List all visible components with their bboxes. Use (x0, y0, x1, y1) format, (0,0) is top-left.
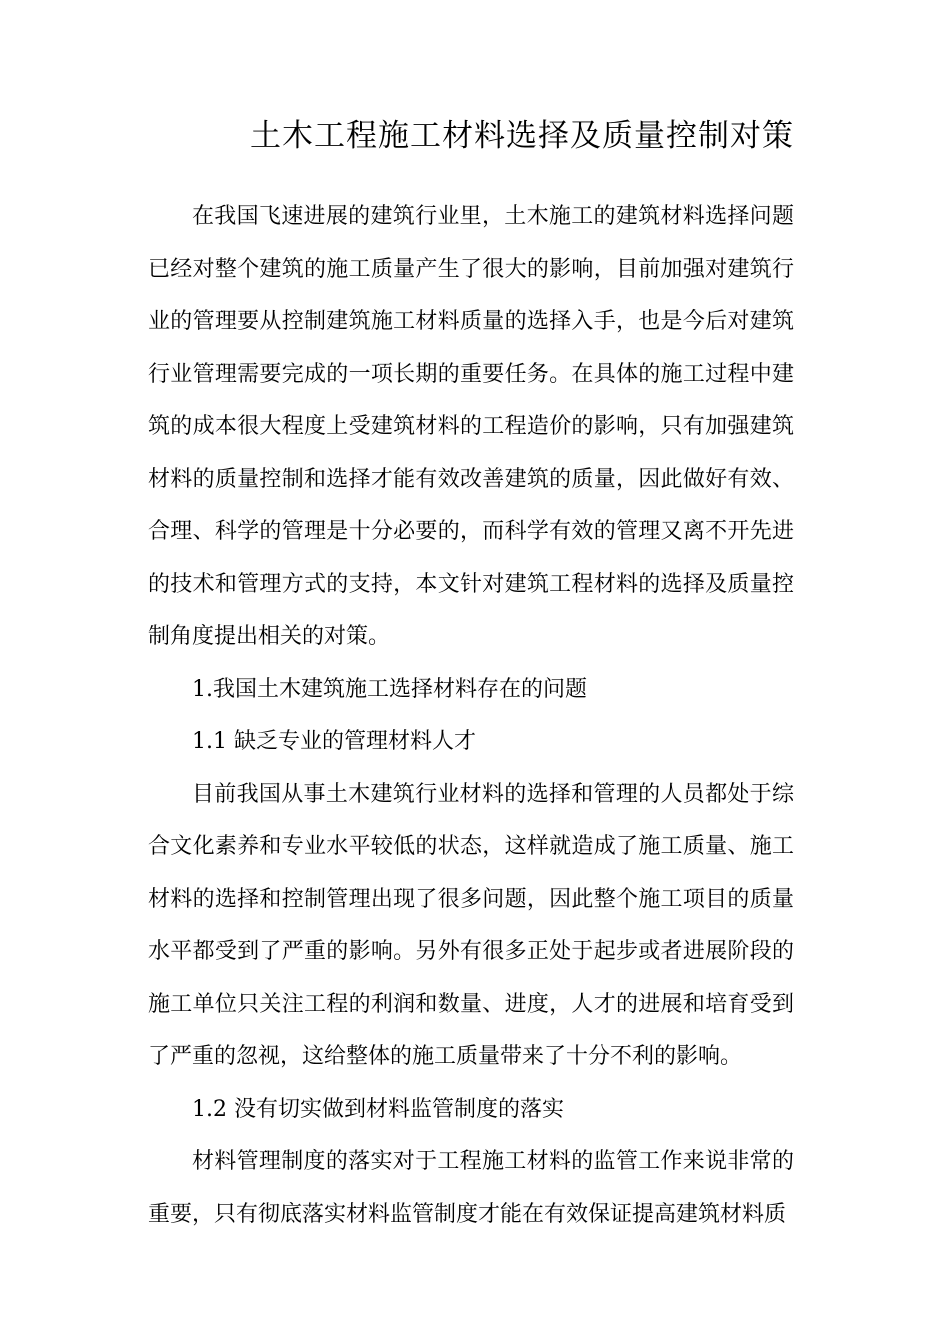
document-body (148, 191, 794, 1241)
section-heading-1: 1.我国土木建筑施工选择材料存在的问题 (192, 676, 587, 702)
document-title: 土木工程施工材料选择及质量控制对策 (250, 118, 794, 154)
body-paragraph-1-2: 材料管理制度的落实对于工程施工材料的监管工作来说非常的重要，只有彻底落实材料监管制度才能在有效保证提高建筑材料质 (148, 1149, 794, 1227)
body-paragraph-1-1: 目前我国从事土木建筑行业材料的选择和管理的人员都处于综合文化素养和专业水平较低的状态，这样就造成了施工质量、施工材料的选择和控制管理出现了很多问题，因此整个施工项目的质量水平都受到了严重的影响。另外有很多正处于起步或者进展阶段的施工单位只关注工程的利润和数量、进度，人才的进展和培育受到了严重的忽视，这给整体的施工质量带来了十分不利的影响。 (148, 781, 794, 1069)
intro-paragraph: 在我国飞速进展的建筑行业里，土木施工的建筑材料选择问题已经对整个建筑的施工质量产生了很大的影响，目前加强对建筑行业的管理要从控制建筑施工材料质量的选择入手，也是今后对建筑行业管理需要完成的一项长期的重要任务。在具体的施工过程中建筑的成本很大程度上受建筑材料的工程造价的影响，只有加强建筑材料的质量控制和选择才能有效改善建筑的质量，因此做好有效、合理、科学的管理是十分必要的，而科学有效的管理又离不开先进的技术和管理方式的支持，本文针对建筑工程材料的选择及质量控制角度提出相关的对策。 (148, 204, 794, 649)
subsection-heading-1-1: 1.1 缺乏专业的管理材料人才 (192, 729, 476, 754)
subsection-heading-1-2: 1.2 没有切实做到材料监管制度的落实 (192, 1096, 564, 1122)
